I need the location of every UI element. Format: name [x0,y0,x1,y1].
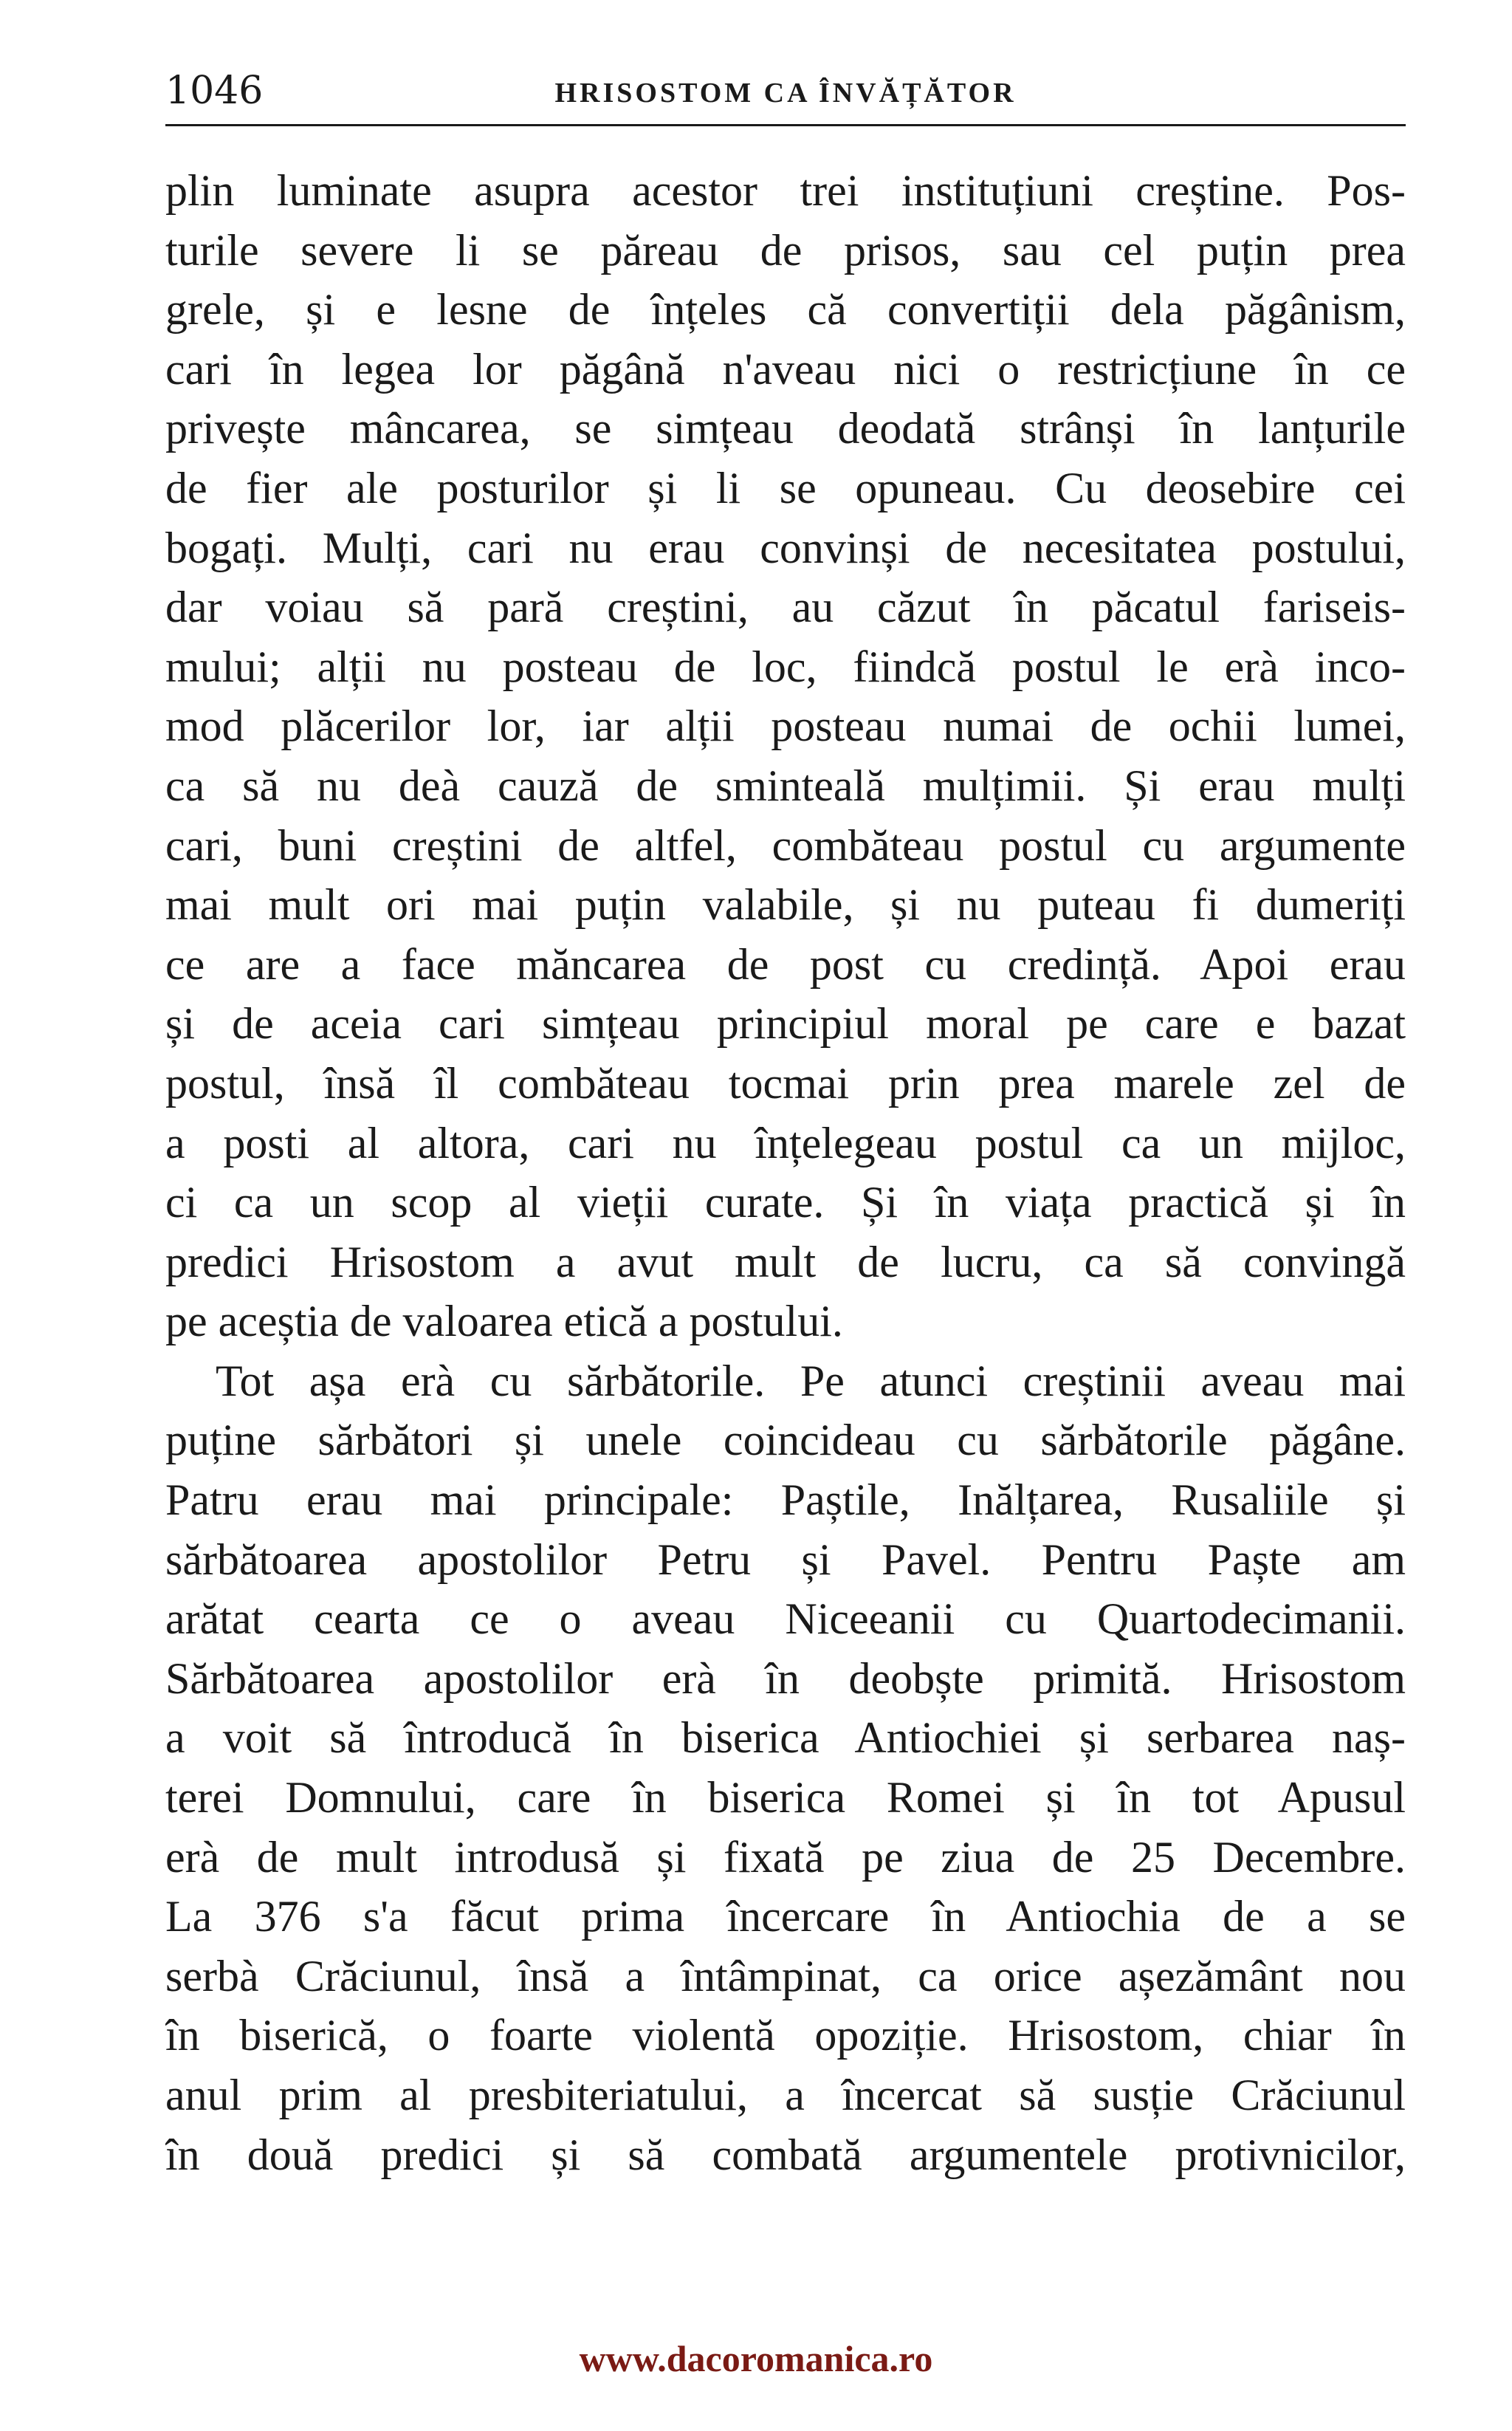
text-line: predici Hrisostom a avut mult de lucru, ca să convingă [165,1237,1406,1286]
text-line: plin luminate asupra acestor trei instituțiuni creștine. Pos- [165,166,1406,215]
text-line: arătat cearta ce o aveau Niceeanii cu Quartodecimanii. [165,1594,1406,1644]
page-header [165,65,1406,117]
text-line: turile severe li se păreau de prisos, sau cel puțin prea [165,225,1406,275]
page-number: 1046 [165,69,264,113]
text-line: ce are a face măncarea de post cu credință. Apoi erau [165,939,1406,989]
text-line: cari în legea lor păgână n'aveau nici o restricțiune în ce [165,344,1406,394]
text-line: ca să nu deà cauză de sminteală mulțimii. Și erau mulți [165,761,1406,810]
text-line: Patru erau mai principale: Paștile, Inălțarea, Rusaliile și [165,1475,1406,1525]
running-title: HRISOSTOM CA ÎNVĂȚĂTOR [554,78,1017,109]
text-line: Tot așa erà cu sărbătorile. Pe atunci creștinii aveau mai [216,1356,1406,1405]
text-line: mod plăcerilor lor, iar alții posteau numai de ochii lumei, [165,702,1406,751]
text-line: a voit să întroducă în biserica Antiochiei și serbarea naș- [165,1713,1406,1763]
text-line: sărbătoarea apostolilor Petru și Pavel. Pentru Paște am [165,1535,1406,1584]
text-line: a posti al altora, cari nu înțelegeau postul ca un mijloc, [165,1118,1406,1168]
text-line: anul prim al presbiteriatului, a încercat să susție Crăciunul [165,2071,1406,2119]
text-line: în două predici și să combată argumentele protivnicilor, [165,2130,1406,2179]
text-line: terei Domnului, care în biserica Romei și în tot Apusul [165,1773,1406,1823]
text-line: bogați. Mulți, cari nu erau convinși de necesitatea postului, [165,523,1406,572]
header-rule [165,124,1406,126]
text-line: și de aceia cari simțeau principiul moral pe care e bazat [165,999,1406,1049]
text-line: cari, buni creștini de altfel, combăteau postul cu argumente [165,820,1406,870]
text-line: de fier ale posturilor și li se opuneau. Cu deosebire cei [165,463,1406,512]
text-line: în biserică, o foarte violentă opoziție. Hrisostom, chiar în [165,2011,1406,2060]
text-line: puține sărbători și unele coincideau cu sărbătorile păgâne. [165,1416,1406,1465]
text-line: mai mult ori mai puțin valabile, și nu puteau fi dumeriți [165,880,1406,930]
text-line: erà de mult introdusă și fixată pe ziua de 25 Decembre. [165,1832,1406,1882]
text-line: privește mâncarea, se simțeau deodată strânși în lanțurile [165,404,1406,453]
text-line: mului; alții nu posteau de loc, fiindcă postul le erà inco- [165,642,1406,691]
body-text [165,161,1406,2184]
text-line: postul, însă îl combăteau tocmai prin prea marele zel de [165,1058,1406,1108]
text-line: Sărbătoarea apostolilor erà în deobște primită. Hrisostom [165,1653,1406,1703]
text-line: pe aceștia de valoarea etică a postului. [165,1297,843,1346]
text-line: ci ca un scop al vieții curate. Și în viața practică și în [165,1178,1406,1227]
text-line: La 376 s'a făcut prima încercare în Antiochia de a se [165,1892,1406,1941]
text-line: serbà Crăciunul, însă a întâmpinat, ca orice așezământ nou [165,1951,1406,2000]
source-url: www.dacoromanica.ro [579,2338,933,2379]
text-line: dar voiau să pară creștini, au căzut în păcatul fariseis- [165,583,1406,632]
text-line: grele, și e lesne de înțeles că convertiții dela păgânism, [165,285,1406,335]
